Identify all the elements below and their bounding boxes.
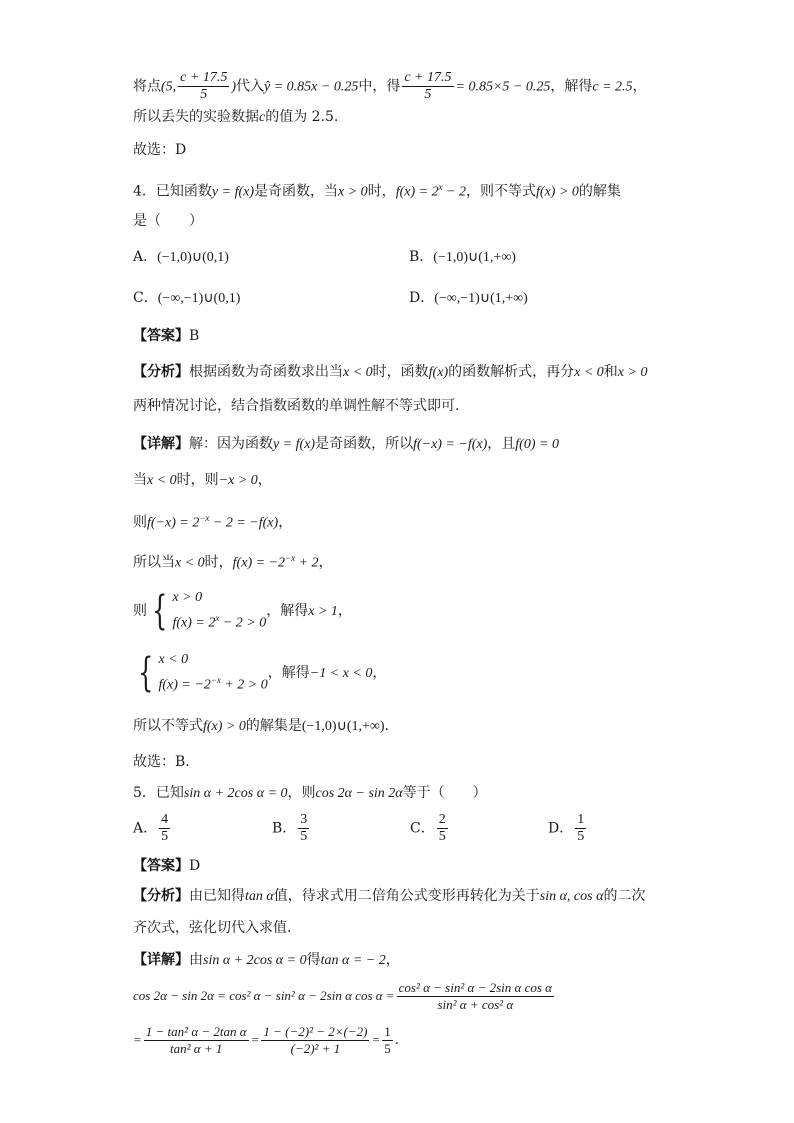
fraction-numerator: 4	[161, 812, 169, 827]
q3-answer: 故选：D	[133, 142, 187, 158]
q4-answer	[133, 326, 199, 346]
option-label: C．	[410, 820, 435, 837]
fraction	[402, 70, 453, 103]
math: x < 0	[175, 555, 205, 571]
option-value: (−∞,−1)∪(1,+∞)	[434, 291, 528, 306]
q4-option-d	[409, 288, 528, 309]
math: − 2 = −f(x)	[209, 515, 279, 531]
math: tan α	[245, 889, 274, 904]
math: sin α + 2cos α = 0	[203, 953, 307, 968]
text: 代入	[236, 78, 265, 95]
superscript: −x	[210, 675, 221, 685]
superscript: x	[215, 613, 220, 623]
superscript: −x	[199, 513, 210, 523]
option-label: D．	[409, 290, 435, 306]
q4-final: 故选：B.	[133, 754, 190, 770]
fraction-numerator: 1	[384, 1024, 391, 1039]
text: .	[394, 1033, 399, 1048]
math: f(x) > 0	[536, 184, 579, 200]
text: 的二次	[603, 888, 646, 904]
text: 时，	[367, 183, 396, 200]
analysis-tag: 【分析】	[133, 888, 189, 904]
fraction	[382, 1024, 393, 1057]
text: 将点	[133, 78, 161, 95]
system-row	[158, 670, 267, 696]
fraction-numerator: cos² α − sin² α − 2sin α cos α	[398, 980, 552, 995]
math: f(x) = 2	[172, 615, 216, 631]
math: x > 0	[338, 184, 368, 200]
q4-option-a	[133, 247, 229, 268]
fraction-denominator: 5	[438, 829, 446, 844]
text: 是奇函数，当	[254, 183, 339, 200]
text: ，	[385, 952, 400, 968]
superscript: x	[438, 182, 443, 192]
point-open: (5,	[161, 79, 177, 95]
text: 解：因为函数	[189, 436, 273, 452]
math: −1 < x < 0	[309, 665, 373, 681]
q4-stem-line-2: 是（ ）	[133, 213, 203, 229]
q5-stem	[133, 783, 487, 804]
option-label: D．	[548, 820, 574, 837]
text: 则	[133, 514, 147, 531]
text: ，解得	[550, 78, 593, 95]
text: 的解集是	[245, 718, 302, 734]
fraction-denominator: 5	[577, 829, 585, 844]
system-row	[172, 608, 266, 634]
fraction-numerator: 1 − tan² α − 2tan α	[145, 1024, 247, 1039]
analysis-tag: 【分析】	[133, 364, 189, 380]
math: f(x) > 0	[203, 719, 246, 734]
q3-solution-line-2	[133, 107, 338, 128]
regression-equation: ŷ = 0.85x − 0.25	[264, 79, 359, 95]
q5-option-a	[133, 812, 172, 845]
fraction	[178, 70, 229, 103]
q5-analysis-line-1	[133, 886, 645, 907]
system-rows	[158, 650, 267, 696]
detail-tag: 【详解】	[133, 952, 189, 968]
math: f(−x) = −f(x)	[413, 437, 488, 452]
text: ，	[372, 664, 387, 681]
text: ，	[257, 472, 272, 488]
text: 是奇函数，所以	[315, 436, 414, 452]
text: .	[384, 718, 389, 734]
option-label: A．	[133, 820, 158, 837]
q4-detail-line-2	[133, 470, 272, 491]
equals: =	[250, 1032, 260, 1047]
math: y = f(x)	[211, 184, 255, 200]
q5-equation-line-1	[133, 980, 556, 1013]
left-brace: {	[138, 649, 154, 696]
q5-option-b	[272, 812, 311, 845]
math: − 2	[442, 184, 467, 200]
text: 时，函数	[372, 364, 429, 380]
text: 的解集	[578, 183, 621, 200]
equals: =	[133, 1032, 142, 1047]
answer-value: B	[189, 328, 200, 344]
q5-option-d	[548, 812, 588, 845]
fraction-denominator: sin² α + cos² α	[437, 997, 514, 1012]
math: y = f(x)	[273, 437, 316, 452]
text: ，	[632, 78, 647, 95]
option-value: (−1,0)∪(1,+∞)	[433, 250, 516, 265]
math: x > 0	[617, 365, 648, 380]
system-rows	[172, 588, 266, 634]
text: 当	[133, 472, 147, 488]
text: 所以丢失的实验数据	[133, 109, 259, 125]
text: 时，则	[176, 472, 219, 488]
q4-stem-line-1	[133, 177, 621, 203]
text: 则	[133, 602, 147, 619]
q4-analysis-line-2: 两种情况讨论，结合指数函数的单调性解不等式即可.	[133, 398, 460, 414]
superscript: −x	[285, 553, 296, 563]
fraction-numerator: 3	[300, 812, 308, 827]
math: + 2	[295, 555, 319, 571]
math: x < 0	[574, 365, 604, 380]
left-brace: {	[152, 587, 168, 634]
q4-system-2	[133, 650, 386, 696]
detail-tag: 【详解】	[133, 436, 189, 452]
option-label: A．	[133, 249, 158, 265]
option-label: B．	[272, 820, 297, 837]
math: x < 0	[343, 365, 373, 380]
point-close: )	[231, 79, 237, 95]
q4-detail-line-1	[133, 434, 559, 455]
text: ，	[318, 554, 333, 571]
math: f(0) = 0	[515, 437, 559, 452]
fraction-numerator: c + 17.5	[180, 70, 228, 85]
text: 的函数解析式，再分	[448, 364, 575, 380]
option-value: (−1,0)∪(0,1)	[157, 250, 229, 265]
q4-option-b	[409, 247, 516, 268]
fraction-denominator: tan² α + 1	[170, 1041, 223, 1056]
q5-answer	[133, 856, 200, 876]
q5-option-c	[410, 812, 450, 845]
text: 值，待求式用二倍角公式变形再转化为关于	[273, 888, 540, 904]
q3-solution-line-1	[133, 70, 647, 103]
variable: c	[259, 110, 266, 125]
math: (−1,0)∪(1,+∞)	[301, 719, 385, 734]
math: f(x) = −2	[232, 555, 285, 571]
option-value: (−∞,−1)∪(0,1)	[157, 291, 241, 306]
math: cos 2α − sin 2α	[315, 786, 403, 801]
q4-system-1	[133, 588, 352, 634]
math: x < 0	[147, 473, 177, 488]
math: x > 1	[308, 603, 338, 619]
math: + 2 > 0	[220, 677, 268, 693]
answer-tag: 【答案】	[133, 328, 189, 344]
math: f(x) = −2	[158, 677, 211, 693]
option-label: C．	[133, 290, 158, 306]
text: ，	[278, 514, 293, 531]
text: 得	[306, 952, 321, 968]
fraction-denominator: 5	[384, 1041, 391, 1056]
q4-detail-line-4	[133, 548, 333, 574]
text: 所以当	[133, 554, 175, 571]
option-label: B．	[409, 249, 434, 265]
q4-detail-line-3	[133, 508, 292, 534]
q5-equation-line-2	[133, 1024, 399, 1057]
text: ，解得	[266, 602, 309, 619]
text: 中，得	[358, 78, 401, 95]
system-row: x > 0	[172, 590, 203, 605]
fraction-denominator: 5	[200, 87, 208, 102]
text: ，则不等式	[466, 183, 537, 200]
text: 时，	[204, 554, 233, 571]
text: 所以不等式	[133, 718, 203, 734]
text: 的值为 2.5.	[265, 109, 339, 125]
system-row: x < 0	[158, 652, 189, 667]
text: ，解得	[267, 664, 310, 681]
text: 5．已知	[133, 785, 184, 801]
text: 由已知得	[189, 888, 245, 904]
math: sin α, cos α	[539, 889, 604, 904]
fraction	[397, 980, 554, 1013]
q5-detail-line-1	[133, 950, 400, 971]
answer-value: D	[189, 858, 201, 874]
math: sin α + 2cos α = 0	[183, 786, 288, 801]
answer-tag: 【答案】	[133, 858, 189, 874]
math: −x > 0	[218, 473, 258, 488]
text: ，	[337, 602, 352, 619]
text: ，则	[287, 785, 316, 801]
fraction-denominator: 5	[300, 829, 308, 844]
math: f(x) = 2	[395, 184, 439, 200]
option-fraction	[575, 812, 586, 845]
q5-analysis-line-2: 齐次式，弦化切代入求值.	[133, 920, 292, 936]
fraction-denominator: 5	[161, 829, 169, 844]
fraction-numerator: 1 − (−2)² − 2×(−2)	[263, 1024, 368, 1039]
fraction-numerator: c + 17.5	[404, 70, 452, 85]
math: f(−x) = 2	[147, 515, 200, 531]
option-fraction	[159, 812, 170, 845]
text: ，且	[487, 436, 516, 452]
text: 由	[189, 952, 203, 968]
text: 和	[603, 364, 618, 380]
q4-conclusion	[133, 716, 389, 737]
fraction-denominator: 5	[424, 87, 432, 102]
text: 4．已知函数	[133, 183, 212, 200]
text: 根据函数为奇函数求出当	[189, 364, 343, 380]
fraction-numerator: 1	[577, 812, 585, 827]
q4-option-c	[133, 288, 240, 309]
equation: c = 2.5	[592, 79, 633, 95]
q4-analysis-line-1	[133, 362, 647, 383]
equation: cos 2α − sin 2α = cos² α − sin² α − 2sin α cos α =	[133, 988, 395, 1003]
equation: = 0.85×5 − 0.25	[455, 79, 551, 95]
option-fraction	[298, 812, 309, 845]
fraction-denominator: (−2)² + 1	[290, 1041, 341, 1056]
option-fraction	[437, 812, 448, 845]
math: f(x)	[428, 365, 449, 380]
fraction	[144, 1024, 249, 1057]
fraction-numerator: 2	[438, 812, 446, 827]
text: 等于（ ）	[402, 785, 487, 801]
fraction	[261, 1024, 369, 1057]
math: tan α = − 2	[320, 953, 386, 968]
equals: =	[371, 1032, 381, 1047]
math: − 2 > 0	[219, 615, 267, 631]
